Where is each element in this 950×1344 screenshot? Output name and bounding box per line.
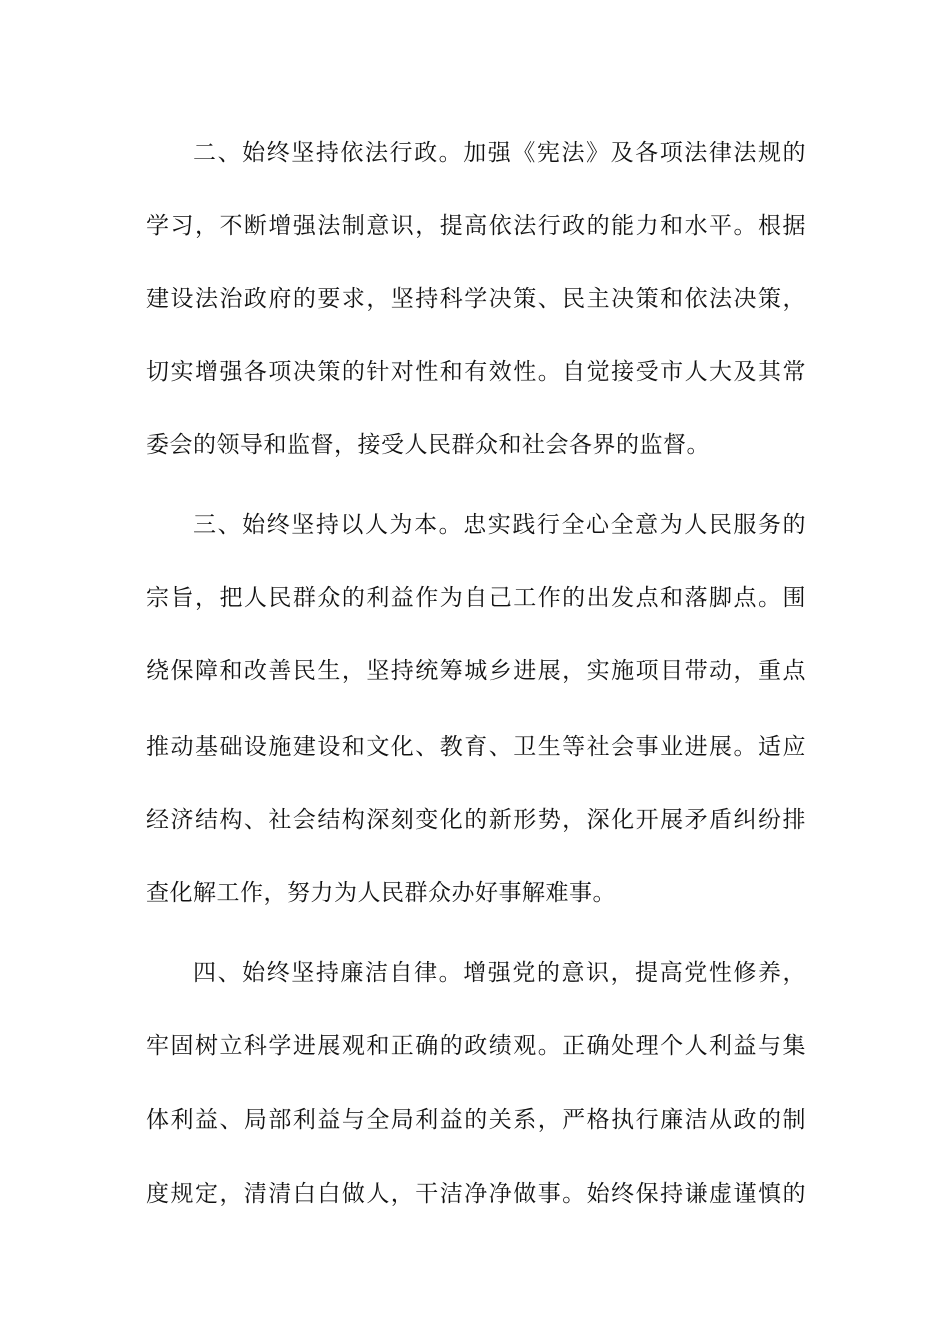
text-line: 绕保障和改善民生，坚持统筹城乡进展，实施项目带动，重点 bbox=[146, 658, 806, 684]
text-line: 建设法治政府的要求，坚持科学决策、民主决策和依法决策， bbox=[146, 286, 806, 312]
text-line: 度规定，清清白白做人，干洁净净做事。始终保持谦虚谨慎的 bbox=[146, 1181, 806, 1207]
text-line: 推动基础设施建设和文化、教育、卫生等社会事业进展。适应 bbox=[146, 734, 806, 760]
text-line: 学习，不断增强法制意识，提高依法行政的能力和水平。根据 bbox=[146, 213, 806, 239]
text-line: 宗旨，把人民群众的利益作为自己工作的出发点和落脚点。围 bbox=[146, 585, 806, 611]
text-line: 二、始终坚持依法行政。加强《宪法》及各项法律法规的 bbox=[193, 140, 806, 166]
text-line: 切实增强各项决策的针对性和有效性。自觉接受市人大及其常 bbox=[146, 359, 806, 385]
text-line: 牢固树立科学进展观和正确的政绩观。正确处理个人利益与集 bbox=[146, 1033, 806, 1059]
text-line: 四、始终坚持廉洁自律。增强党的意识，提高党性修养， bbox=[193, 960, 806, 986]
text-line: 委会的领导和监督，接受人民群众和社会各界的监督。 bbox=[146, 432, 710, 458]
text-line: 三、始终坚持以人为本。忠实践行全心全意为人民服务的 bbox=[193, 512, 806, 538]
text-line: 体利益、局部利益与全局利益的关系，严格执行廉洁从政的制 bbox=[146, 1107, 806, 1133]
text-line: 查化解工作，努力为人民群众办好事解难事。 bbox=[146, 880, 616, 906]
text-line: 经济结构、社会结构深刻变化的新形势，深化开展矛盾纠纷排 bbox=[146, 807, 806, 833]
